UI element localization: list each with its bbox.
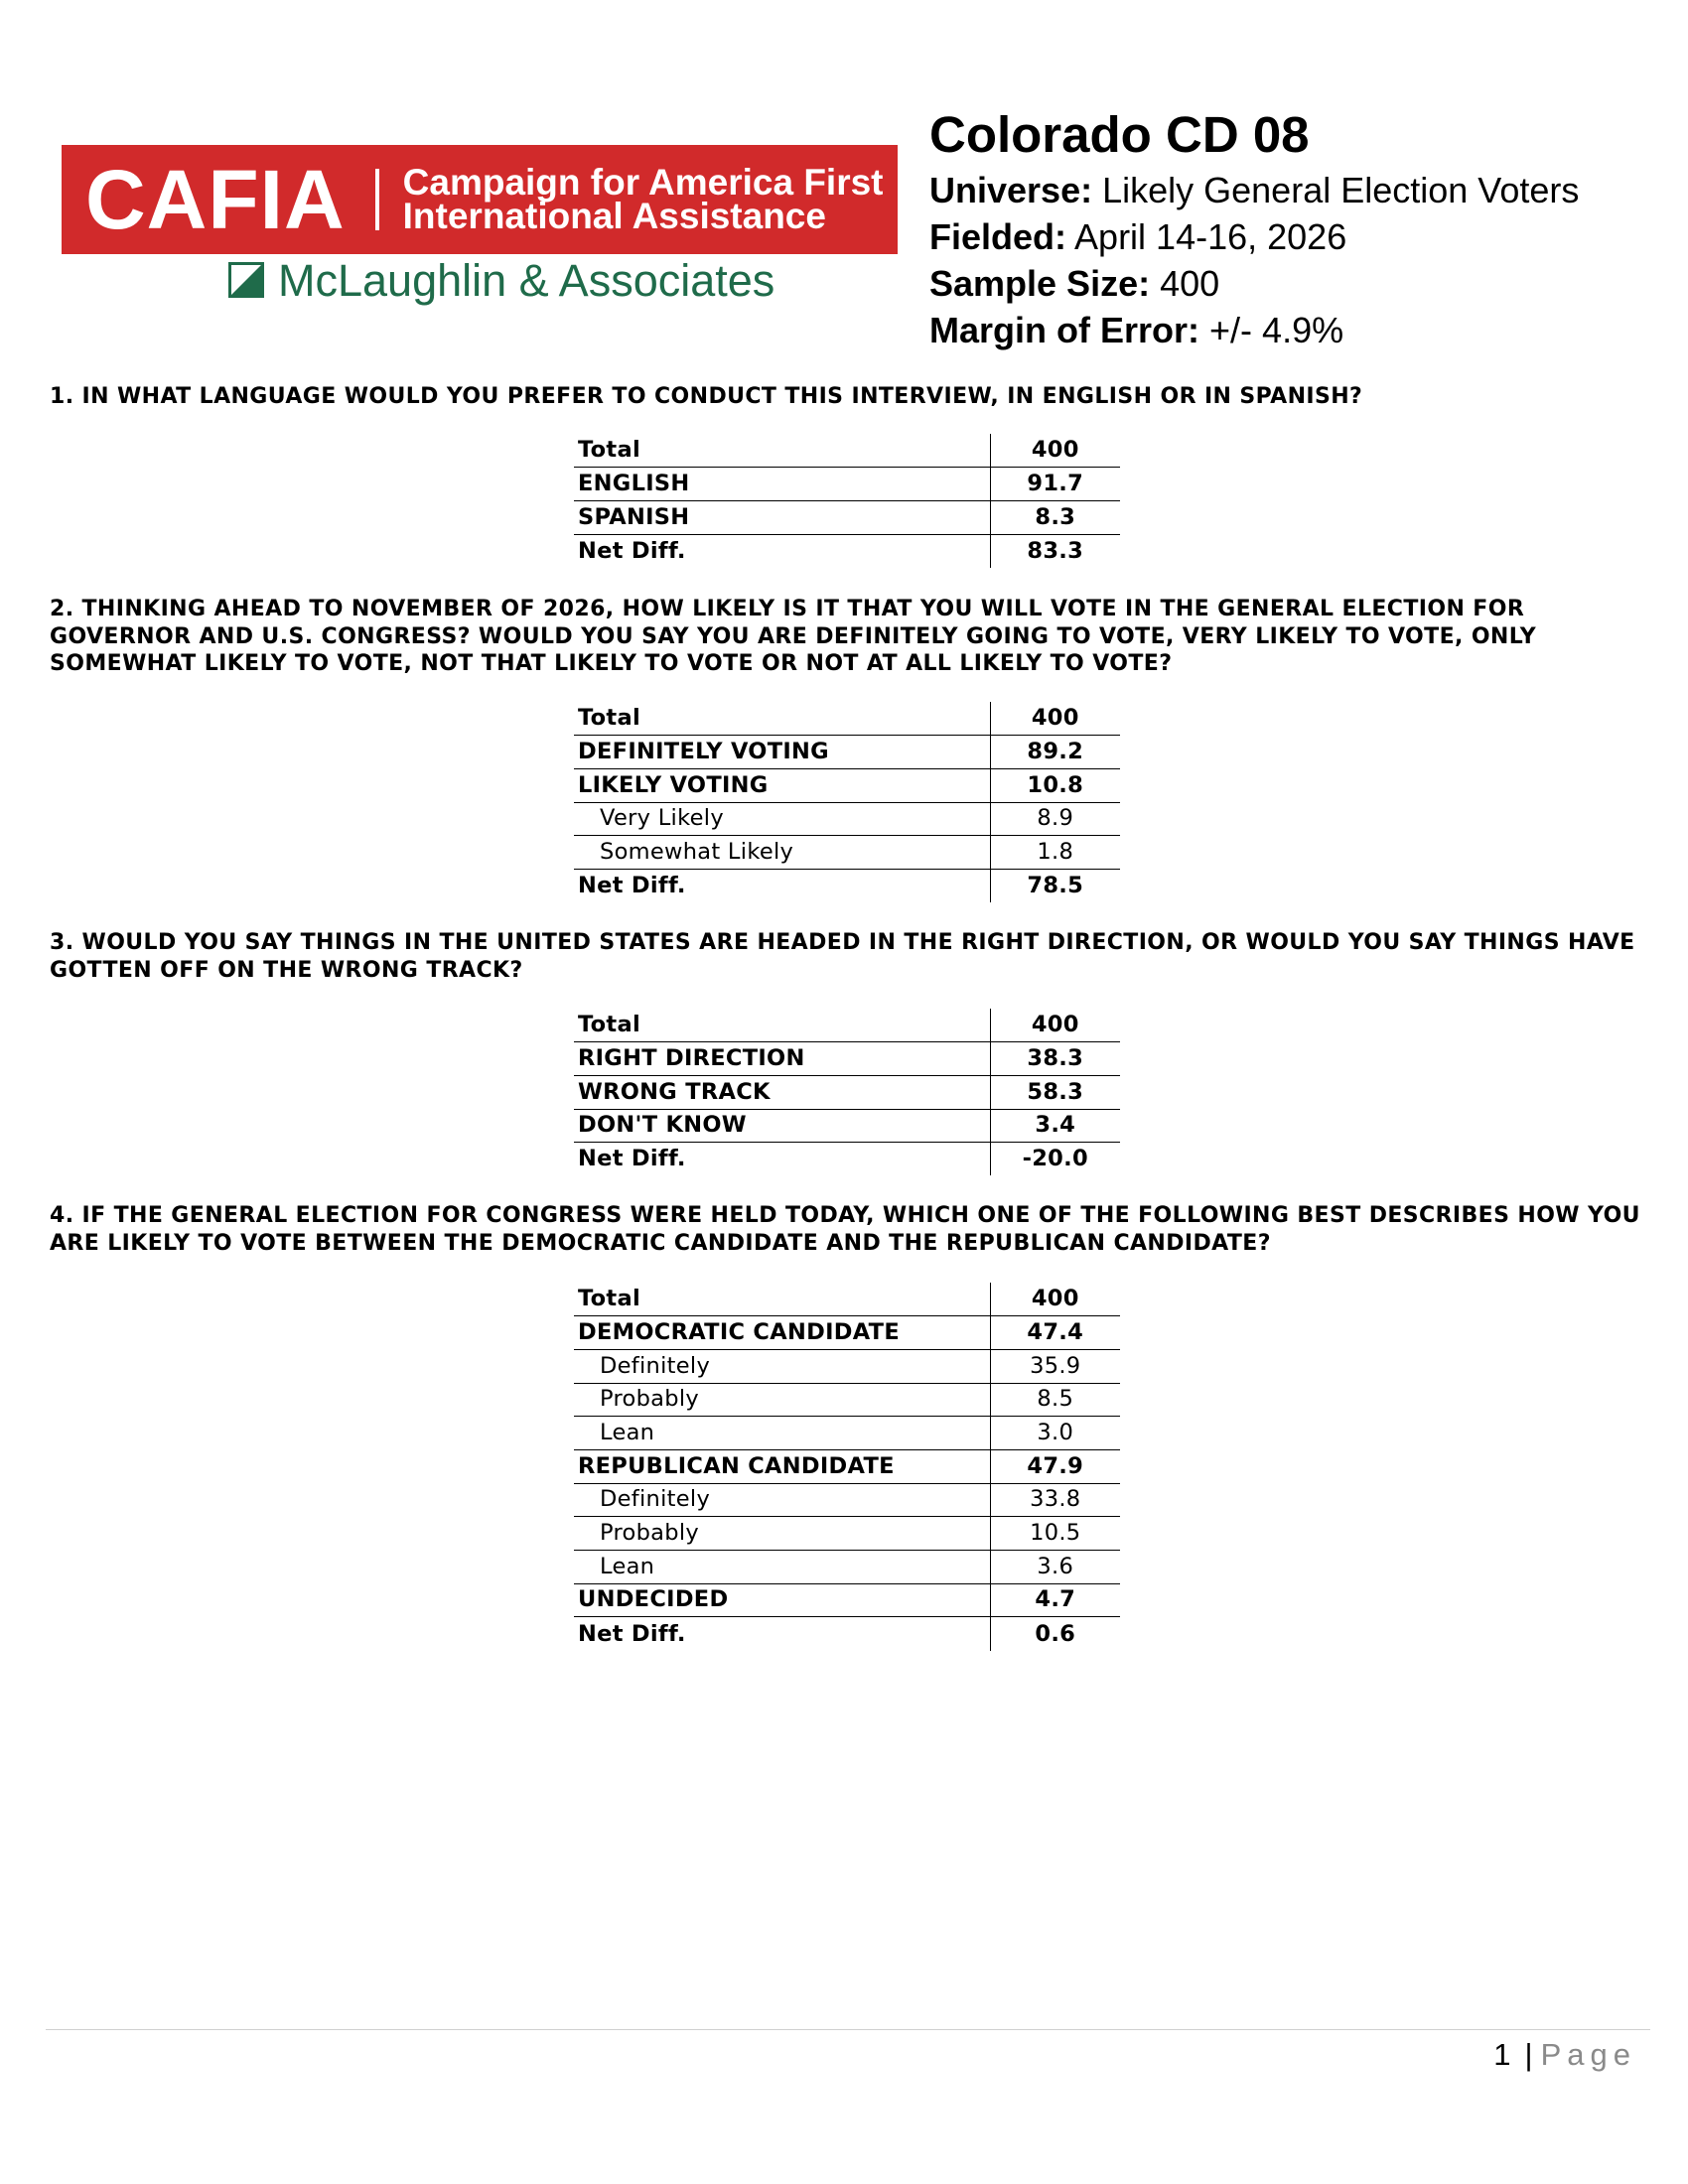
row-label: Net Diff. — [578, 873, 686, 899]
page-label: Page — [1540, 2037, 1636, 2072]
cafia-logo-line1: Campaign for America First — [402, 162, 884, 203]
cafia-logo-text: CAFIA — [85, 153, 346, 246]
question-2: 2. THINKING AHEAD TO NOVEMBER OF 2026, HOW LIKELY IS IT THAT YOU WILL VOTE IN THE GENERAL ELECTION FOR GOVERNOR AND U.S. CONGRESS? WOULD YOU SAY YOU ARE DEFINITELY GOING TO VOTE, VERY LIKELY TO VOTE, ONLY SOMEWHAT LIKELY TO VOTE, NOT THAT LIKELY TO VOTE OR NOT AT ALL LIKELY TO VOTE? — [50, 597, 1537, 676]
cafia-logo-full-name — [402, 162, 884, 236]
question-1: 1. IN WHAT LANGUAGE WOULD YOU PREFER TO CONDUCT THIS INTERVIEW, IN ENGLISH OR IN SPANISH? — [50, 384, 1363, 409]
question-2-table — [574, 702, 1120, 902]
sample-size-label: Sample Size: — [929, 263, 1151, 304]
row-label: DON'T KNOW — [574, 1109, 990, 1143]
table-row — [574, 1349, 1120, 1383]
mclaughlin-logo-text: McLaughlin & Associates — [278, 254, 775, 306]
universe-label: Universe: — [929, 170, 1093, 210]
table-row — [574, 702, 1120, 736]
row-label: ENGLISH — [574, 468, 990, 501]
row-value: 0.6 — [990, 1617, 1120, 1651]
row-label: Total — [574, 1009, 990, 1042]
row-value: 400 — [990, 434, 1120, 468]
row-label: Net Diff. — [578, 1620, 686, 1647]
row-value: 35.9 — [990, 1349, 1120, 1383]
fielded-value: April 14-16, 2026 — [1074, 216, 1347, 257]
row-value: -20.0 — [990, 1143, 1120, 1176]
margin-of-error-line — [929, 307, 1579, 353]
fielded-label: Fielded: — [929, 216, 1067, 257]
row-value: 83.3 — [990, 534, 1120, 568]
row-label: UNDECIDED — [574, 1583, 990, 1617]
survey-header — [929, 103, 1579, 353]
row-label: Net Diff. — [578, 1146, 686, 1172]
row-value: 3.4 — [990, 1109, 1120, 1143]
row-label: REPUBLICAN CANDIDATE — [574, 1449, 990, 1483]
table-row — [574, 1109, 1120, 1143]
row-value: 400 — [990, 702, 1120, 736]
table-row — [574, 1417, 1120, 1450]
row-value: 8.5 — [990, 1383, 1120, 1417]
table-row — [574, 1143, 1120, 1176]
row-label: WRONG TRACK — [574, 1075, 990, 1109]
row-value: 400 — [990, 1283, 1120, 1316]
cafia-logo — [62, 145, 898, 254]
row-label: Total — [574, 1283, 990, 1316]
page-separator: | — [1524, 2037, 1533, 2072]
question-4: 4. IF THE GENERAL ELECTION FOR CONGRESS WERE HELD TODAY, WHICH ONE OF THE FOLLOWING BEST DESCRIBES HOW YOU ARE LIKELY TO VOTE BETWEEN THE DEMOCRATIC CANDIDATE AND THE REPUBLICAN CANDIDATE? — [50, 1203, 1640, 1256]
page-footer — [1493, 2037, 1636, 2073]
universe-value: Likely General Election Voters — [1102, 170, 1580, 210]
row-value: 91.7 — [990, 468, 1120, 501]
row-label: Lean — [574, 1417, 990, 1450]
page-title: Colorado CD 08 — [929, 106, 1310, 163]
row-value: 1.8 — [990, 836, 1120, 870]
page-number: 1 — [1493, 2037, 1511, 2072]
row-label: Definitely — [574, 1483, 990, 1517]
table-row — [574, 534, 1120, 568]
question-4-table — [574, 1283, 1120, 1651]
table-row — [574, 1009, 1120, 1042]
mclaughlin-logo — [228, 254, 774, 306]
table-row — [574, 468, 1120, 501]
row-label: Somewhat Likely — [574, 836, 990, 870]
row-label: Probably — [574, 1383, 990, 1417]
row-label: Definitely — [574, 1349, 990, 1383]
table-row — [574, 1383, 1120, 1417]
row-value: 38.3 — [990, 1042, 1120, 1076]
table-row — [574, 836, 1120, 870]
table-row — [574, 1583, 1120, 1617]
question-3-table — [574, 1009, 1120, 1175]
table-row — [574, 434, 1120, 468]
table-row — [574, 1517, 1120, 1551]
universe-line — [929, 167, 1579, 213]
fielded-line — [929, 213, 1579, 260]
row-value: 89.2 — [990, 736, 1120, 769]
row-label: Probably — [574, 1517, 990, 1551]
row-value: 33.8 — [990, 1483, 1120, 1517]
row-label: Total — [574, 434, 990, 468]
row-label: RIGHT DIRECTION — [574, 1042, 990, 1076]
table-row — [574, 802, 1120, 836]
row-label: DEMOCRATIC CANDIDATE — [574, 1316, 990, 1350]
row-label: Lean — [574, 1551, 990, 1584]
cafia-logo-line2: International Assistance — [402, 196, 826, 236]
row-value: 8.9 — [990, 802, 1120, 836]
question-1-table — [574, 434, 1120, 568]
table-row — [574, 500, 1120, 534]
row-value: 47.4 — [990, 1316, 1120, 1350]
question-3: 3. WOULD YOU SAY THINGS IN THE UNITED STATES ARE HEADED IN THE RIGHT DIRECTION, OR WOULD YOU SAY THINGS HAVE GOTTEN OFF ON THE WRONG TRACK? — [50, 930, 1635, 983]
footer-rule — [46, 2029, 1650, 2030]
row-label: LIKELY VOTING — [574, 768, 990, 802]
logo-divider — [375, 169, 379, 230]
row-label: Very Likely — [574, 802, 990, 836]
sample-size-line — [929, 260, 1579, 307]
row-label: Total — [574, 702, 990, 736]
table-row — [574, 1283, 1120, 1316]
row-value: 4.7 — [990, 1583, 1120, 1617]
row-label: Net Diff. — [578, 537, 686, 564]
row-label: DEFINITELY VOTING — [574, 736, 990, 769]
table-row — [574, 1483, 1120, 1517]
table-row — [574, 1042, 1120, 1076]
mclaughlin-mark-icon — [228, 262, 264, 298]
table-row — [574, 869, 1120, 902]
row-value: 47.9 — [990, 1449, 1120, 1483]
row-value: 10.5 — [990, 1517, 1120, 1551]
table-row — [574, 1551, 1120, 1584]
margin-of-error-label: Margin of Error: — [929, 310, 1200, 350]
row-value: 3.0 — [990, 1417, 1120, 1450]
row-label: SPANISH — [574, 500, 990, 534]
row-value: 58.3 — [990, 1075, 1120, 1109]
row-value: 400 — [990, 1009, 1120, 1042]
table-row — [574, 1075, 1120, 1109]
table-row — [574, 1449, 1120, 1483]
row-value: 3.6 — [990, 1551, 1120, 1584]
row-value: 78.5 — [990, 869, 1120, 902]
row-value: 8.3 — [990, 500, 1120, 534]
sample-size-value: 400 — [1160, 263, 1220, 304]
row-value: 10.8 — [990, 768, 1120, 802]
table-row — [574, 736, 1120, 769]
table-row — [574, 1617, 1120, 1651]
table-row — [574, 1316, 1120, 1350]
table-row — [574, 768, 1120, 802]
margin-of-error-value: +/- 4.9% — [1209, 310, 1344, 350]
